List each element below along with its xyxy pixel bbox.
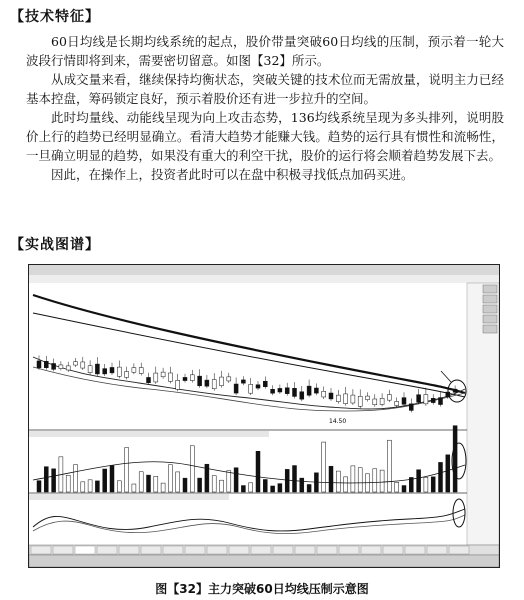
candle-body	[241, 380, 245, 383]
bottom-tab[interactable]	[251, 546, 271, 554]
candle-body	[161, 372, 165, 377]
volume-ma-line	[33, 462, 465, 483]
candle-body	[212, 380, 216, 389]
chart-title-bar	[29, 265, 499, 275]
candle-body	[263, 381, 267, 386]
candle-body	[234, 384, 238, 393]
candle-body	[358, 396, 362, 406]
candle-body	[227, 377, 231, 381]
candle-body	[37, 361, 41, 368]
volume-bar	[154, 476, 158, 492]
bottom-tab[interactable]	[31, 546, 51, 554]
volume-bar	[293, 466, 297, 492]
paragraph-3: 此时均量线、动能线呈现为向上攻击态势，136均线系统呈现为多头排列，说明股价上行的趋势已经明显确立。看清大趋势才能赚大钱。趋势的运行具有惯性和流畅性，一旦确立明显的趋势，如果没有重大的利空干扰，股价的运行将会顺着趋势发展下去。	[26, 110, 504, 163]
volume-bar	[95, 481, 99, 492]
candle-body	[439, 398, 443, 405]
volume-info-line	[29, 431, 269, 437]
volume-bar	[81, 482, 85, 492]
candle-body	[424, 394, 428, 403]
bottom-tab[interactable]	[97, 546, 117, 554]
bottom-tab[interactable]	[229, 546, 249, 554]
volume-bar	[103, 469, 107, 492]
bottom-tab[interactable]	[449, 546, 469, 554]
candle-body	[300, 392, 304, 399]
candlesticks	[37, 355, 457, 412]
bottom-tab[interactable]	[185, 546, 205, 554]
stock-chart-svg	[29, 265, 499, 567]
candle-body	[74, 362, 78, 365]
volume-bar	[190, 446, 194, 492]
candle-body	[256, 385, 260, 388]
status-bar	[29, 555, 499, 567]
bottom-tab[interactable]	[207, 546, 227, 554]
candle-body	[249, 384, 253, 393]
volume-bar	[139, 472, 143, 492]
bottom-tab[interactable]	[361, 546, 381, 554]
bottom-tab[interactable]	[53, 546, 73, 554]
volume-bar	[44, 467, 48, 492]
candle-body	[329, 393, 333, 399]
volume-bar	[358, 468, 362, 492]
candle-body	[154, 373, 158, 382]
candle-body	[147, 377, 151, 382]
candle-body	[81, 362, 85, 368]
section-heading-tech: 【技术特征】	[10, 9, 100, 25]
volume-bar	[168, 465, 172, 492]
volume-bar	[322, 442, 326, 492]
candle-body	[402, 398, 406, 405]
volume-bar	[453, 426, 457, 492]
volume-bar	[125, 448, 129, 492]
candle-body	[351, 395, 355, 403]
candle-body	[66, 366, 70, 370]
volume-bar	[198, 478, 202, 492]
candle-body	[95, 364, 99, 374]
volume-bar	[439, 462, 443, 492]
volume-bar	[176, 472, 180, 492]
volume-bar	[307, 484, 311, 492]
candle-body	[117, 367, 121, 376]
bottom-tab[interactable]	[75, 546, 95, 554]
candle-body	[366, 396, 370, 400]
bottom-tab[interactable]	[163, 546, 183, 554]
candle-body	[220, 377, 224, 386]
candle-body	[417, 395, 421, 403]
volume-bar	[74, 465, 78, 492]
volume-bar	[227, 471, 231, 492]
volume-bar	[285, 469, 289, 492]
candle-body	[205, 380, 209, 386]
volume-bar	[424, 477, 428, 492]
volume-bar	[147, 475, 151, 492]
volume-bar	[256, 451, 260, 492]
candle-body	[198, 376, 202, 386]
candle-body	[59, 365, 63, 369]
breakout-arrow-price	[441, 371, 451, 382]
volume-bar	[446, 455, 450, 492]
candle-body	[453, 389, 457, 392]
volume-bar	[344, 477, 348, 492]
volume-bar	[110, 466, 114, 492]
candle-body	[373, 399, 377, 405]
volume-bar	[249, 483, 253, 492]
volume-bar	[263, 479, 267, 492]
volume-bar	[278, 484, 282, 492]
volume-bar	[395, 482, 399, 492]
bottom-tab[interactable]	[383, 546, 403, 554]
candle-body	[44, 361, 48, 368]
volume-bar	[161, 483, 165, 492]
volume-bar	[271, 486, 275, 492]
bottom-tab[interactable]	[317, 546, 337, 554]
volume-bar	[183, 478, 187, 492]
candle-body	[110, 367, 114, 372]
volume-bar	[241, 486, 245, 492]
volume-bar	[373, 469, 377, 492]
candle-body	[271, 389, 275, 393]
volume-bar	[132, 484, 136, 492]
candle-body	[395, 401, 399, 405]
volume-bar	[37, 481, 41, 492]
candle-body	[88, 366, 92, 373]
low-price-label: 14.50	[329, 418, 347, 425]
candle-body	[409, 404, 413, 411]
volume-bar	[66, 475, 70, 492]
candle-body	[278, 388, 282, 392]
macd-line-2	[33, 515, 465, 534]
bottom-tab[interactable]	[339, 546, 359, 554]
macd-info-line	[29, 494, 229, 500]
volume-bar	[402, 486, 406, 492]
candle-body	[125, 372, 129, 378]
bottom-tab[interactable]	[295, 546, 315, 554]
volume-bar	[387, 440, 391, 492]
volume-bar	[300, 478, 304, 492]
right-toolbar[interactable]	[483, 285, 497, 333]
candle-body	[176, 380, 180, 389]
volume-bar	[380, 470, 384, 492]
candle-body	[293, 388, 297, 396]
paragraph-2: 从成交量来看，继续保持均衡状态，突破关键的技术位而无需放量，说明主力已经基本控盘，筹码锁定良好，预示着股价还有进一步拉升的空间。	[26, 72, 504, 106]
candle-body	[387, 395, 391, 401]
candle-body	[322, 391, 326, 397]
volume-bar	[336, 471, 340, 492]
volume-bar	[212, 476, 216, 492]
section-heading-chart: 【实战图谱】	[10, 237, 100, 253]
stock-chart-figure	[28, 264, 500, 568]
candle-body	[314, 388, 318, 393]
candle-body	[139, 368, 143, 374]
paragraph-4: 因此，在操作上，投资者此时可以在盘中积极寻找低点加码买进。	[51, 167, 414, 182]
bottom-tab[interactable]	[405, 546, 425, 554]
volume-bar	[52, 469, 56, 492]
candle-body	[380, 398, 384, 404]
paragraph-1: 60日均线是长期均线系统的起点，股价带量突破60日均线的压制，预示着一轮大波段行情即将到来，需要密切留意。如图【32】所示。	[26, 34, 504, 68]
volume-bar	[220, 480, 224, 492]
candle-body	[132, 368, 136, 373]
volume-bar	[417, 470, 421, 492]
volume-bar	[117, 481, 121, 492]
candle-body	[431, 398, 435, 402]
figure-caption: 图【32】主力突破60日均线压制示意图	[155, 582, 369, 596]
candle-body	[285, 388, 289, 394]
ma-long-line-1	[33, 295, 465, 393]
candle-body	[307, 386, 311, 395]
bottom-tab[interactable]	[141, 546, 161, 554]
candle-body	[103, 369, 107, 374]
chart-info-bar	[29, 275, 499, 283]
volume-bar	[234, 468, 238, 492]
volume-bar	[351, 466, 355, 492]
candle-body	[183, 377, 187, 380]
candle-body	[344, 394, 348, 404]
candle-body	[168, 373, 172, 381]
volume-bar	[88, 480, 92, 492]
bottom-tab[interactable]	[427, 546, 447, 554]
candle-body	[52, 363, 56, 369]
body-text	[26, 32, 504, 184]
candle-body	[190, 375, 194, 381]
volume-bar	[329, 466, 333, 492]
bottom-tab[interactable]	[119, 546, 139, 554]
candle-body	[336, 395, 340, 401]
bottom-tab[interactable]	[273, 546, 293, 554]
volume-bar	[431, 477, 435, 492]
